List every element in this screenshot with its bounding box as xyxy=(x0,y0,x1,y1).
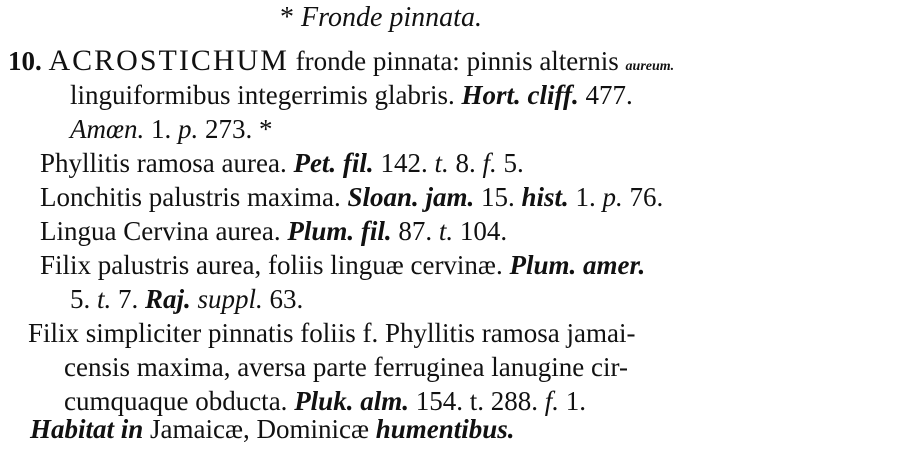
synonym-ref-f: f. xyxy=(482,148,497,178)
synonym-name: Lonchitis palustris maxima. xyxy=(40,182,341,212)
synonym-ref-t: t. xyxy=(434,148,449,178)
synonym-ref-page: 63. xyxy=(269,284,304,314)
synonym-ref-t: t. xyxy=(97,284,112,314)
ref-hort-cliff-num: 477. xyxy=(585,80,633,110)
habitat-text: Jamaicæ, Dominicæ xyxy=(150,414,369,444)
synonym-ref-p: p. xyxy=(602,182,623,212)
synonym-ref-page: 76. xyxy=(629,182,664,212)
synonym-line xyxy=(40,214,507,248)
genus-name: ACROSTICHUM xyxy=(48,44,289,77)
ref-amoen-star: * xyxy=(259,114,273,144)
synonym-ref-fnum: 1. xyxy=(565,386,586,416)
synonym-name-end: cumquaque obducta. xyxy=(64,386,288,416)
synonym-ref-raj: Raj. xyxy=(145,284,191,314)
section-heading xyxy=(280,2,482,34)
synonym-ref-tnum: 104. xyxy=(459,216,508,246)
heading-star: * xyxy=(280,2,294,33)
ref-hort-cliff: Hort. cliff. xyxy=(461,80,579,110)
entry-description: fronde pinnata: pinnis alternis xyxy=(295,46,619,76)
ref-amoen-vol: 1. xyxy=(151,114,172,144)
synonym-ref-f: f. xyxy=(544,386,559,416)
heading-text: Fronde pinnata. xyxy=(301,2,482,33)
synonym-line xyxy=(40,180,663,214)
habitat-line xyxy=(30,412,515,446)
synonym-ref-num: 142. xyxy=(380,148,428,178)
synonym-ref-t: t. xyxy=(438,216,454,246)
synonym-name-cont: censis maxima, aversa parte ferruginea lanugine cir- xyxy=(64,352,628,382)
synonym-ref: Pluk. alm. xyxy=(294,386,409,416)
synonym-ref-hist: hist. xyxy=(521,182,569,212)
synonym-ref-num: 5. xyxy=(70,284,91,314)
synonym-ref: Plum. fil. xyxy=(287,216,392,246)
synonym-ref-tnum: 288. xyxy=(490,386,538,416)
entry-line-2-text: linguiformibus integerrimis glabris. xyxy=(70,80,455,110)
habitat-end: humentibus. xyxy=(375,414,515,444)
synonym-filix-line-2 xyxy=(70,282,303,316)
synonym-ref-num: 87. xyxy=(398,216,433,246)
ref-amoen-p: p. xyxy=(178,114,199,144)
synonym-line xyxy=(40,146,524,180)
synonym-ref-vol: 1. xyxy=(575,182,596,212)
synonym-filix2-line-1 xyxy=(28,316,635,350)
synonym-filix2-line-2 xyxy=(64,350,628,384)
habitat-label: Habitat in xyxy=(30,414,144,444)
synonym-ref-fnum: 5. xyxy=(503,148,524,178)
synonym-ref-num: 154. xyxy=(415,386,463,416)
synonym-ref-suppl: suppl. xyxy=(197,284,263,314)
ref-amoen-page: 273. xyxy=(205,114,253,144)
synonym-ref-t: t. xyxy=(469,386,484,416)
synonym-ref: Sloan. jam. xyxy=(347,182,475,212)
synonym-name: Lingua Cervina aurea. xyxy=(40,216,281,246)
synonym-filix-line-1 xyxy=(40,248,645,282)
synonym-ref: Plum. amer. xyxy=(509,250,646,280)
synonym-ref-tnum: 7. xyxy=(118,284,139,314)
entry-line-2 xyxy=(70,78,633,112)
synonym-ref-tnum: 8. xyxy=(455,148,476,178)
synonym-ref-num: 15. xyxy=(481,182,515,212)
entry-line-3 xyxy=(70,112,273,146)
synonym-ref: Pet. fil. xyxy=(293,148,374,178)
entry-number: 10. xyxy=(8,46,42,76)
synonym-name: Phyllitis ramosa aurea. xyxy=(40,148,287,178)
synonym-name: Filix simpliciter pinnatis foliis f. Phyllitis ramosa jamai- xyxy=(28,318,636,348)
ref-amoen: Amœn. xyxy=(70,114,145,144)
synonym-name: Filix palustris aurea, foliis linguæ cervinæ. xyxy=(40,250,503,280)
species-epithet: aureum. xyxy=(625,59,675,74)
